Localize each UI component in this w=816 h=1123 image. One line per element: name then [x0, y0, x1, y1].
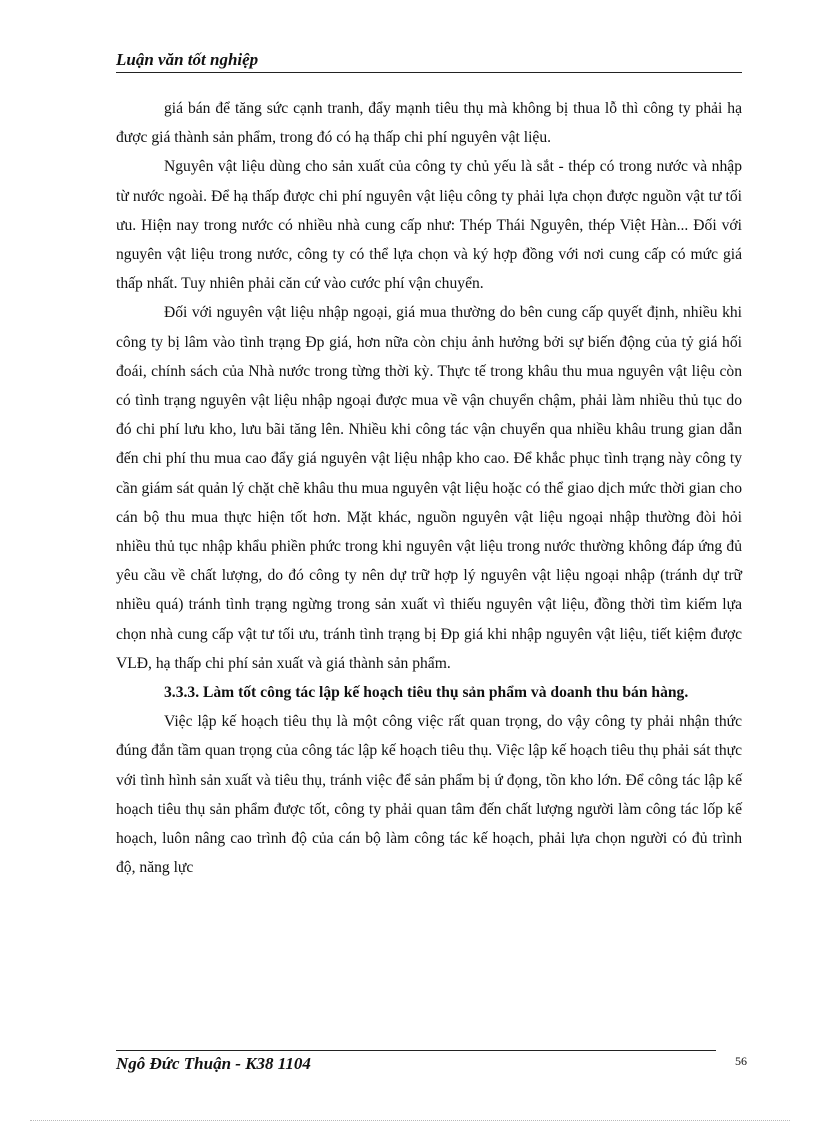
paragraph-3: Đối với nguyên vật liệu nhập ngoại, giá mua thường do bên cung cấp quyết định, nhiều khi công ty bị lâm vào tình trạng Ðp giá, hơn nữa còn chịu ảnh hưởng bởi sự biến động của tỷ giá hối đoái, chính sách của Nhà nước trong từng thời kỳ. Thực tế trong khâu thu mua nguyên vật liệu còn có tình trạng nguyên vật liệu nhập ngoại được mua về vận chuyển chậm, phải làm nhiều thủ tục do đó chi phí lưu kho, lưu bãi tăng lên. Nhiều khi công tác vận chuyển qua nhiều khâu trung gian dẫn đến chi phí thu mua cao đẩy giá nguyên vật liệu nhập kho cao. Để khắc phục tình trạng này công ty cần giám sát quản lý chặt chẽ khâu thu mua nguyên vật liệu hoặc có thể giao dịch mức thời gian cho cán bộ thu mua thực hiện tốt hơn. Mặt khác, nguồn nguyên vật liệu ngoại nhập thường đòi hỏi nhiều thủ tục nhập khẩu phiền phức trong khi nguyên vật liệu trong nước thường không đáp ứng đủ yêu cầu về chất lượng, do đó công ty nên dự trữ hợp lý nguyên vật liệu ngoại nhập (tránh dự trữ nhiều quá) tránh tình trạng ngừng trong sản xuất vì thiếu nguyên vật liệu, đồng thời tìm kiếm lựa chọn nhà cung cấp vật tư tối ưu, tránh tình trạng bị Ðp giá khi nhập nguyên vật liệu, tiết kiệm được VLĐ, hạ thấp chi phí sản xuất và giá thành sản phẩm.: [116, 304, 742, 672]
footer-author: Ngô Đức Thuận - K38 1104: [116, 1054, 311, 1073]
paragraph-1: giá bán để tăng sức cạnh tranh, đẩy mạnh tiêu thụ mà không bị thua lỗ thì công ty phải hạ được giá thành sản phẩm, trong đó có hạ thấp chi phí nguyên vật liệu.: [116, 100, 742, 147]
page-bottom-border: [30, 1120, 790, 1121]
page-header-title: Luận văn tốt nghiệp: [116, 50, 742, 73]
paragraph-4: Việc lập kế hoạch tiêu thụ là một công việc rất quan trọng, do vậy công ty phải nhận thức đúng đắn tầm quan trọng của công tác lập kế hoạch tiêu thụ. Việc lập kế hoạch tiêu thụ phải sát thực với tình hình sản xuất và tiêu thụ, tránh việc để sản phẩm bị ứ đọng, tồn kho lớn. Để công tác lập kế hoạch tiêu thụ sản phẩm được tốt, công ty phải quan tâm đến chất lượng người làm công tác lốp kế hoạch, luôn nâng cao trình độ của cán bộ làm công tác kế hoạch, phải lựa chọn người có đủ trình độ, năng lực: [116, 713, 742, 877]
page-number: 56: [735, 1054, 747, 1068]
section-heading: 3.3.3. Làm tốt công tác lập kế hoạch tiêu thụ sản phẩm và doanh thu bán hàng.: [164, 684, 689, 702]
paragraph-2: Nguyên vật liệu dùng cho sản xuất của công ty chủ yếu là sắt - thép có trong nước và nhập từ nước ngoài. Để hạ thấp được chi phí nguyên vật liệu công ty phải lựa chọn được nguồn vật tư tối ưu. Hiện nay trong nước có nhiều nhà cung cấp như: Thép Thái Nguyên, thép Việt Hàn... Đối với nguyên vật liệu trong nước, công ty có thể lựa chọn và ký hợp đồng với nơi cung cấp có mức giá thấp nhất. Tuy nhiên phải căn cứ vào cước phí vận chuyển.: [116, 158, 742, 293]
footer-divider: [116, 1050, 716, 1051]
document-body: [116, 94, 742, 882]
